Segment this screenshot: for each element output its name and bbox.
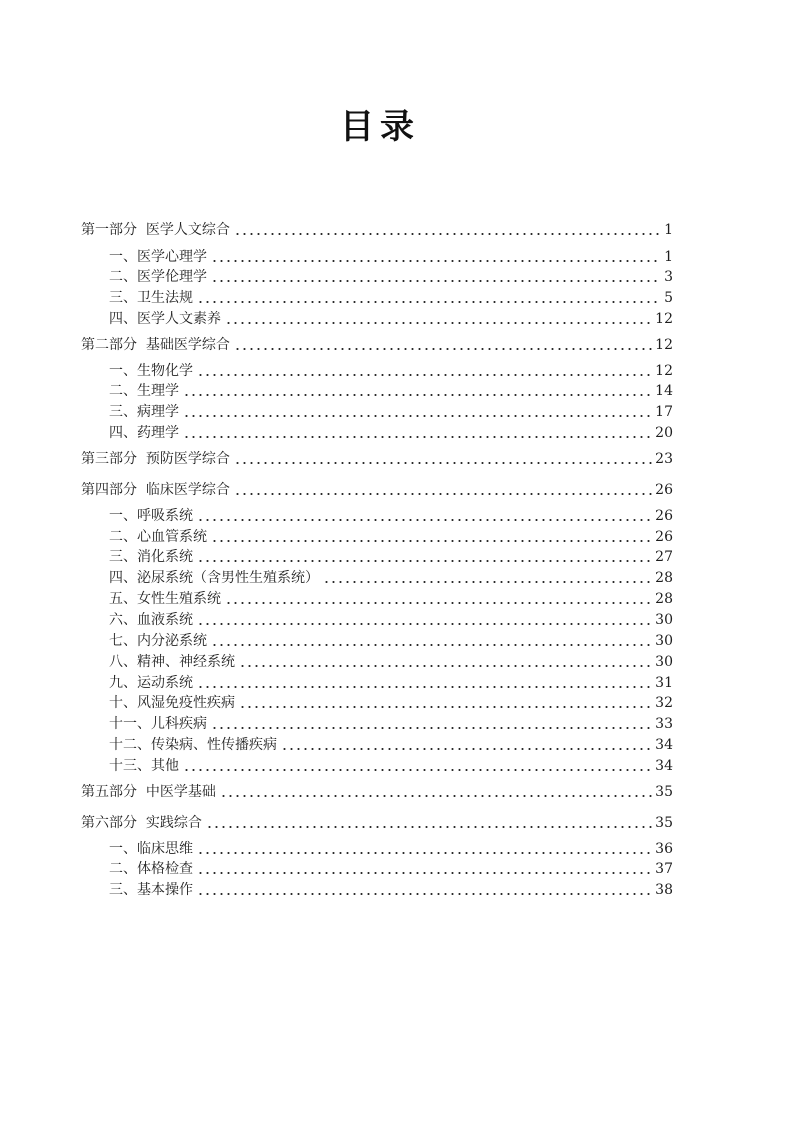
toc-entry — [109, 423, 673, 443]
toc-entry-label: 三、消化系统 — [109, 549, 193, 565]
toc-entry — [109, 309, 673, 329]
toc-entry-label: 二、体格检查 — [109, 861, 193, 877]
toc-entry-page: 23 — [655, 451, 673, 467]
toc-entry-page: 14 — [655, 383, 673, 399]
toc-entry — [109, 714, 673, 734]
page-title: 目录 — [340, 107, 420, 147]
toc-entry — [109, 673, 673, 693]
toc-part-2 — [81, 335, 673, 355]
toc-entry — [109, 756, 673, 776]
dot-leader — [281, 747, 652, 751]
dot-leader — [183, 393, 652, 397]
toc-entry-label: 二、心血管系统 — [109, 529, 207, 545]
toc-entry-page: 26 — [655, 482, 673, 498]
dot-leader — [197, 518, 652, 522]
dot-leader — [234, 232, 661, 236]
toc-entry-page: 17 — [655, 404, 673, 420]
toc-entry-page: 34 — [655, 758, 673, 774]
dot-leader — [323, 580, 652, 584]
dot-leader — [211, 279, 661, 283]
toc-entry-label: 九、运动系统 — [109, 675, 193, 691]
toc-entry-page: 26 — [655, 508, 673, 524]
toc-entry-page: 31 — [655, 675, 673, 691]
toc-entry — [109, 547, 673, 567]
dot-leader — [206, 825, 652, 829]
toc-entry-label: 二、生理学 — [109, 383, 179, 399]
toc-entry — [109, 839, 673, 859]
dot-leader — [225, 601, 652, 605]
dot-leader — [197, 685, 652, 689]
toc-entry-label: 十二、传染病、性传播疾病 — [109, 737, 277, 753]
dot-leader — [211, 643, 652, 647]
toc-part-5 — [81, 782, 673, 802]
toc-entry-page: 27 — [655, 549, 673, 565]
toc-entry-page: 5 — [664, 290, 673, 306]
dot-leader — [225, 321, 652, 325]
toc-entry — [109, 589, 673, 609]
toc-entry-page: 36 — [655, 841, 673, 857]
toc-entry-page: 26 — [655, 529, 673, 545]
toc-entry-label: 一、医学心理学 — [109, 249, 207, 265]
toc-entry — [109, 610, 673, 630]
toc-entry-page: 3 — [664, 269, 673, 285]
dot-leader — [234, 347, 652, 351]
toc-entry-label: 六、血液系统 — [109, 612, 193, 628]
toc-entry-label: 一、呼吸系统 — [109, 508, 193, 524]
toc-entry-label: 二、医学伦理学 — [109, 269, 207, 285]
toc-entry-page: 35 — [655, 784, 673, 800]
toc-entry — [109, 361, 673, 381]
toc-entry-label: 第五部分 中医学基础 — [81, 784, 216, 800]
toc-entry-page: 33 — [655, 716, 673, 732]
toc-entry-page: 12 — [655, 311, 673, 327]
toc-entry — [109, 402, 673, 422]
dot-leader — [197, 622, 652, 626]
toc-entry-page: 32 — [655, 695, 673, 711]
dot-leader — [211, 539, 652, 543]
toc-entry-page: 34 — [655, 737, 673, 753]
toc-entry-page: 37 — [655, 861, 673, 877]
dot-leader — [211, 726, 652, 730]
dot-leader — [183, 768, 652, 772]
dot-leader — [197, 300, 661, 304]
dot-leader — [183, 435, 652, 439]
toc-entry-label: 第一部分 医学人文综合 — [81, 222, 230, 238]
toc-entry — [109, 381, 673, 401]
toc-entry-label: 第四部分 临床医学综合 — [81, 482, 230, 498]
toc-entry-label: 第六部分 实践综合 — [81, 815, 202, 831]
toc-entry-label: 一、生物化学 — [109, 363, 193, 379]
toc-entry-label: 四、药理学 — [109, 425, 179, 441]
toc-entry-page: 1 — [664, 222, 673, 238]
dot-leader — [220, 794, 652, 798]
toc-entry — [109, 247, 673, 267]
dot-leader — [211, 259, 661, 263]
toc-entry-label: 十一、儿科疾病 — [109, 716, 207, 732]
dot-leader — [239, 705, 652, 709]
toc-entry-page: 38 — [655, 882, 673, 898]
toc-entry-label: 一、临床思维 — [109, 841, 193, 857]
dot-leader — [183, 414, 652, 418]
toc-entry — [109, 631, 673, 651]
toc-entry — [109, 859, 673, 879]
toc-entry — [109, 880, 673, 900]
dot-leader — [197, 559, 652, 563]
toc-entry-label: 三、卫生法规 — [109, 290, 193, 306]
dot-leader — [197, 892, 652, 896]
dot-leader — [197, 871, 652, 875]
toc-part-3 — [81, 449, 673, 469]
toc-entry-label: 第二部分 基础医学综合 — [81, 337, 230, 353]
toc-entry-page: 30 — [655, 654, 673, 670]
toc-entry-label: 七、内分泌系统 — [109, 633, 207, 649]
toc-entry-label: 四、泌尿系统（含男性生殖系统） — [109, 570, 319, 586]
toc-entry-page: 20 — [655, 425, 673, 441]
toc-entry-page: 35 — [655, 815, 673, 831]
toc-entry-page: 30 — [655, 633, 673, 649]
toc-entry — [109, 693, 673, 713]
toc-entry-page: 12 — [655, 363, 673, 379]
toc-part-1 — [81, 220, 673, 240]
toc-entry — [109, 267, 673, 287]
toc-part-6 — [81, 813, 673, 833]
toc-entry-page: 30 — [655, 612, 673, 628]
toc-entry-label: 第三部分 预防医学综合 — [81, 451, 230, 467]
toc-entry-label: 五、女性生殖系统 — [109, 591, 221, 607]
toc-entry-label: 四、医学人文素养 — [109, 311, 221, 327]
toc-entry — [109, 506, 673, 526]
toc-entry — [109, 652, 673, 672]
toc-entry — [109, 568, 673, 588]
toc-part-4 — [81, 480, 673, 500]
toc-entry-page: 1 — [664, 249, 673, 265]
dot-leader — [234, 461, 652, 465]
toc-entry — [109, 288, 673, 308]
toc-entry — [109, 735, 673, 755]
toc-entry-page: 12 — [655, 337, 673, 353]
toc-entry-page: 28 — [655, 570, 673, 586]
toc-entry-label: 十三、其他 — [109, 758, 179, 774]
toc-entry-label: 三、病理学 — [109, 404, 179, 420]
toc-entry-label: 十、风湿免疫性疾病 — [109, 695, 235, 711]
dot-leader — [197, 851, 652, 855]
dot-leader — [234, 492, 652, 496]
dot-leader — [239, 664, 652, 668]
toc-entry-label: 八、精神、神经系统 — [109, 654, 235, 670]
dot-leader — [197, 373, 652, 377]
toc-entry-label: 三、基本操作 — [109, 882, 193, 898]
toc-entry-page: 28 — [655, 591, 673, 607]
toc-entry — [109, 527, 673, 547]
